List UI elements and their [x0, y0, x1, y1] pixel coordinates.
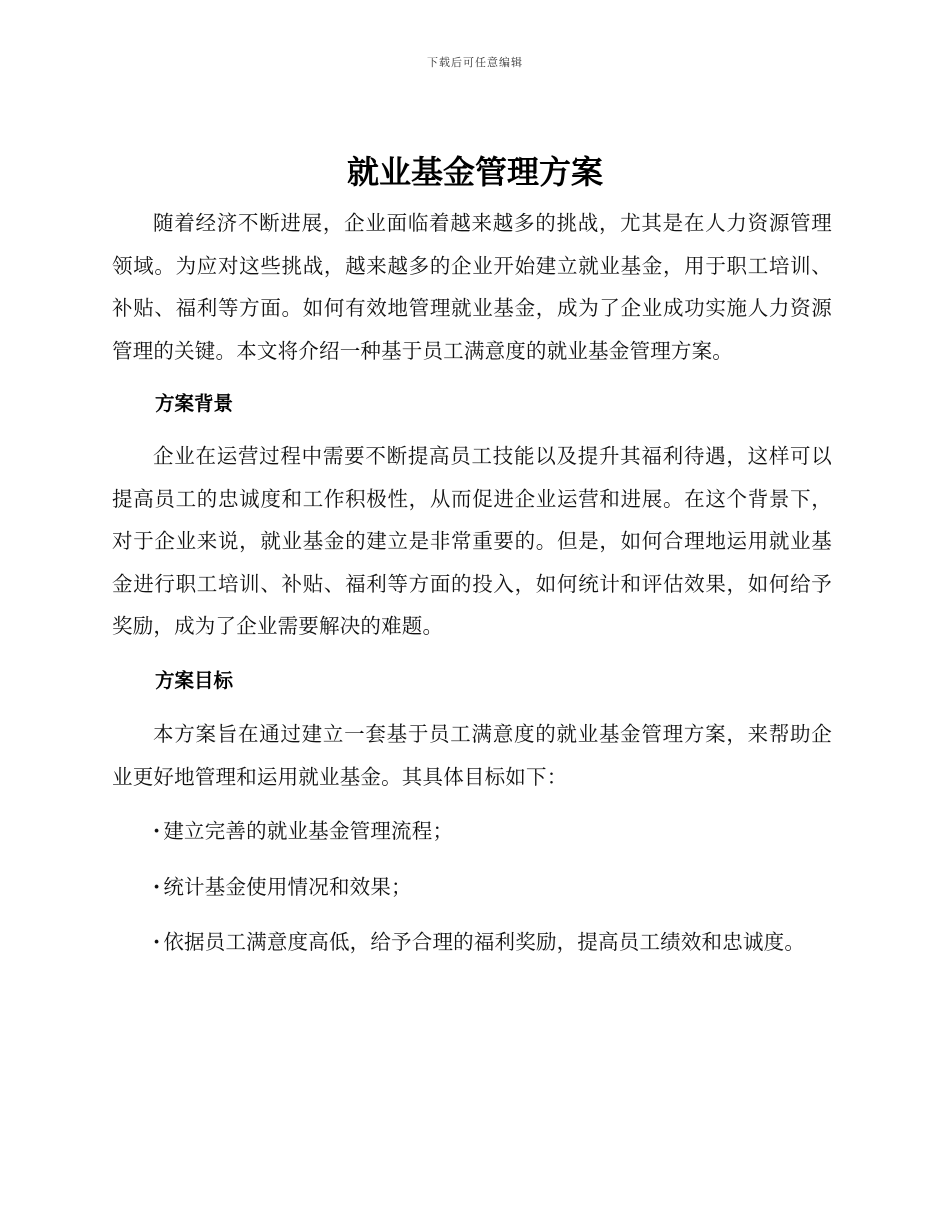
goal-bullet-3 — [112, 921, 812, 964]
header-note: 下载后可任意编辑 — [427, 56, 523, 69]
goals-paragraph: 本方案旨在通过建立一套基于员工满意度的就业基金管理方案，来帮助企业更好地管理和运用就业基金。其具体目标如下： — [112, 722, 832, 789]
bullet-dot: · — [153, 930, 161, 954]
bullet-dot: · — [153, 819, 161, 843]
goal-bullet-1 — [112, 810, 812, 853]
intro-paragraph: 随着经济不断进展，企业面临着越来越多的挑战，尤其是在人力资源管理领域。为应对这些挑战，越来越多的企业开始建立就业基金，用于职工培训、补贴、福利等方面。如何有效地管理就业基金，成为了企业成功实施人力资源管理的关键。本文将介绍一种基于员工满意度的就业基金管理方案。 — [112, 211, 832, 363]
goal-bullet-2 — [112, 866, 812, 909]
section-heading-goals: 方案目标 — [155, 669, 234, 692]
bullet-text: 依据员工满意度高低，给予合理的福利奖励，提高员工绩效和忠诚度。 — [163, 930, 806, 954]
bullet-dot: · — [153, 875, 161, 899]
bullet-text: 建立完善的就业基金管理流程； — [163, 819, 454, 843]
background-paragraph: 企业在运营过程中需要不断提高员工技能以及提升其福利待遇，这样可以提高员工的忠诚度和工作积极性，从而促进企业运营和进展。在这个背景下，对于企业来说，就业基金的建立是非常重要的。但是，如何合理地运用就业基金进行职工培训、补贴、福利等方面的投入，如何统计和评估效果，如何给予奖励，成为了企业需要解决的难题。 — [112, 444, 832, 638]
bullet-text: 统计基金使用情况和效果； — [163, 875, 412, 899]
section-heading-background: 方案背景 — [155, 392, 234, 415]
document-title: 就业基金管理方案 — [346, 153, 603, 191]
